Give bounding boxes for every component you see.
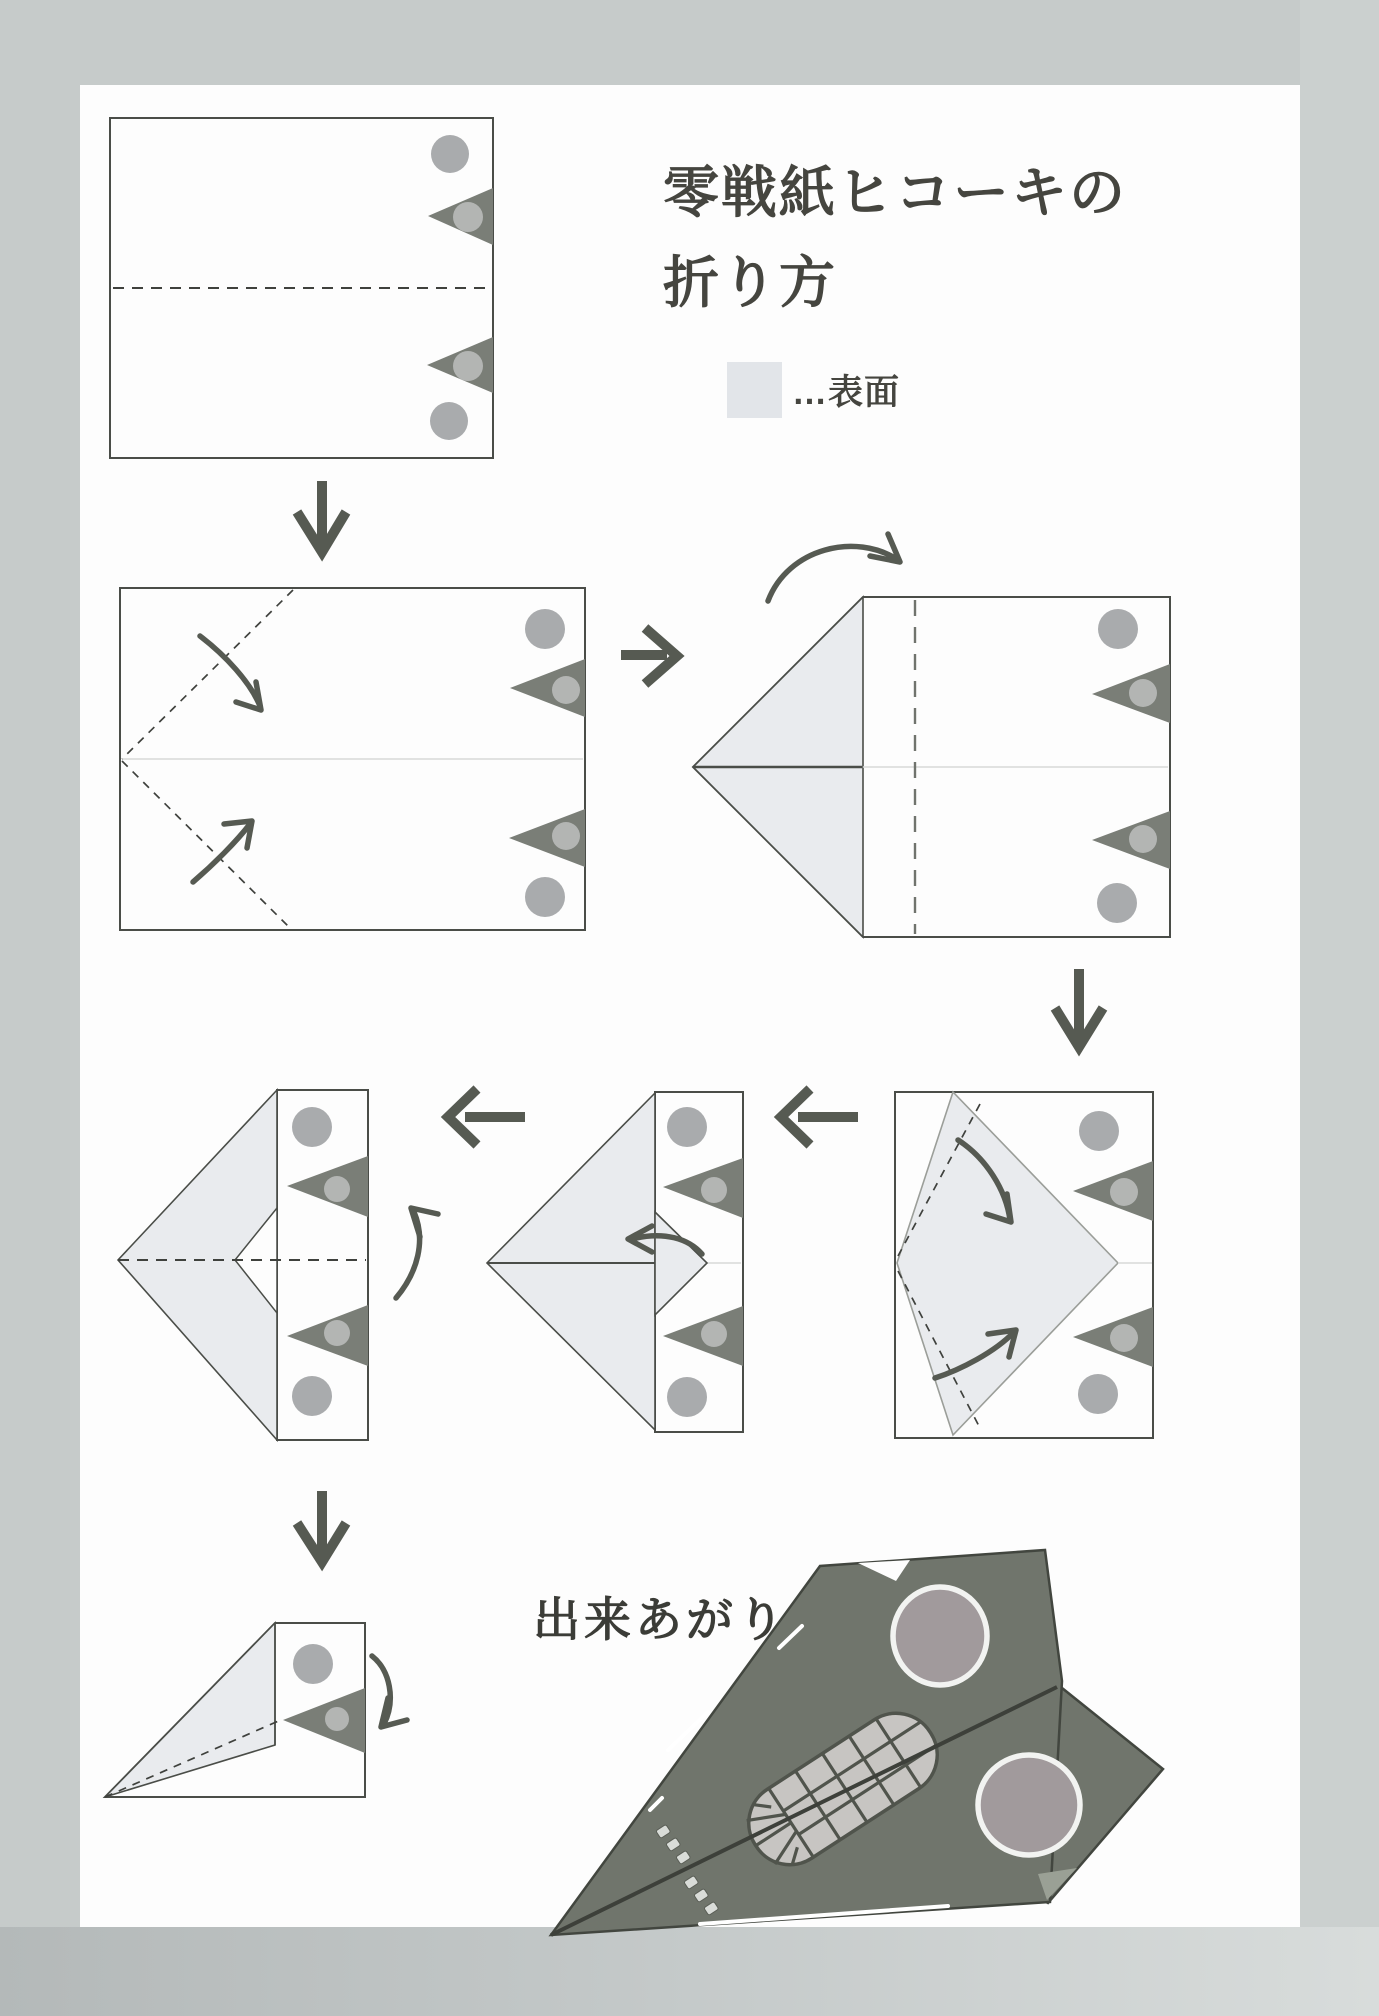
wing-marking-dot	[324, 1176, 350, 1202]
wing-marking-dot	[453, 202, 483, 232]
wing-marking-dot	[552, 676, 580, 704]
wing-marking-dot	[701, 1321, 727, 1347]
wing-marking-dot	[325, 1707, 349, 1731]
roundel-marking	[431, 135, 469, 173]
wing-marking-dot	[1129, 679, 1157, 707]
left-arrow-icon	[781, 1089, 858, 1145]
result-label: 出来あがり	[533, 1593, 788, 1646]
legend	[727, 362, 900, 418]
step-2-diagram	[120, 588, 585, 930]
wing-marking-dot	[1110, 1324, 1138, 1352]
wing-marking-dot	[324, 1320, 350, 1346]
down-arrow-icon	[297, 481, 346, 552]
roundel-marking	[1078, 1374, 1118, 1414]
fold-arrow-icon	[396, 1208, 438, 1298]
flip-arrow-icon	[768, 534, 900, 601]
roundel-marking	[292, 1376, 332, 1416]
roundel-marking	[525, 609, 565, 649]
front-surface-swatch	[727, 362, 782, 418]
down-arrow-icon	[1055, 969, 1103, 1047]
wing-marking-dot	[453, 351, 483, 381]
wing-marking-dot	[1129, 825, 1157, 853]
roundel-marking	[430, 402, 468, 440]
step-6-diagram	[118, 1090, 438, 1440]
step-1-diagram	[110, 118, 493, 458]
roundel	[978, 1755, 1080, 1855]
wing-marking-dot	[701, 1177, 727, 1203]
step-5-diagram	[487, 1092, 743, 1432]
final-fold-diagram	[105, 1623, 407, 1797]
wing-marking-dot	[1110, 1178, 1138, 1206]
title-line-1: 零戦紙ヒコーキの	[663, 161, 1127, 224]
wing-marking-dot	[552, 822, 580, 850]
roundel-marking	[667, 1107, 707, 1147]
step-3-diagram	[693, 534, 1170, 937]
roundel-marking	[667, 1377, 707, 1417]
roundel	[893, 1587, 987, 1685]
step1-sheet	[110, 118, 493, 458]
roundel-marking	[1097, 883, 1137, 923]
legend-label: …表面	[792, 373, 901, 412]
left-arrow-icon	[448, 1089, 525, 1145]
roundel-marking	[293, 1644, 333, 1684]
roundel-marking	[1079, 1111, 1119, 1151]
roundel-marking	[292, 1107, 332, 1147]
step-4-diagram	[895, 1092, 1153, 1438]
roundel-marking	[525, 877, 565, 917]
page-title	[663, 148, 1223, 327]
folded-nose	[487, 1093, 655, 1430]
right-arrow-icon	[621, 628, 677, 684]
title-line-2: 折り方	[663, 250, 837, 314]
fold-arrow-icon	[372, 1656, 407, 1727]
roundel-marking	[1098, 609, 1138, 649]
down-arrow-icon	[297, 1491, 346, 1562]
